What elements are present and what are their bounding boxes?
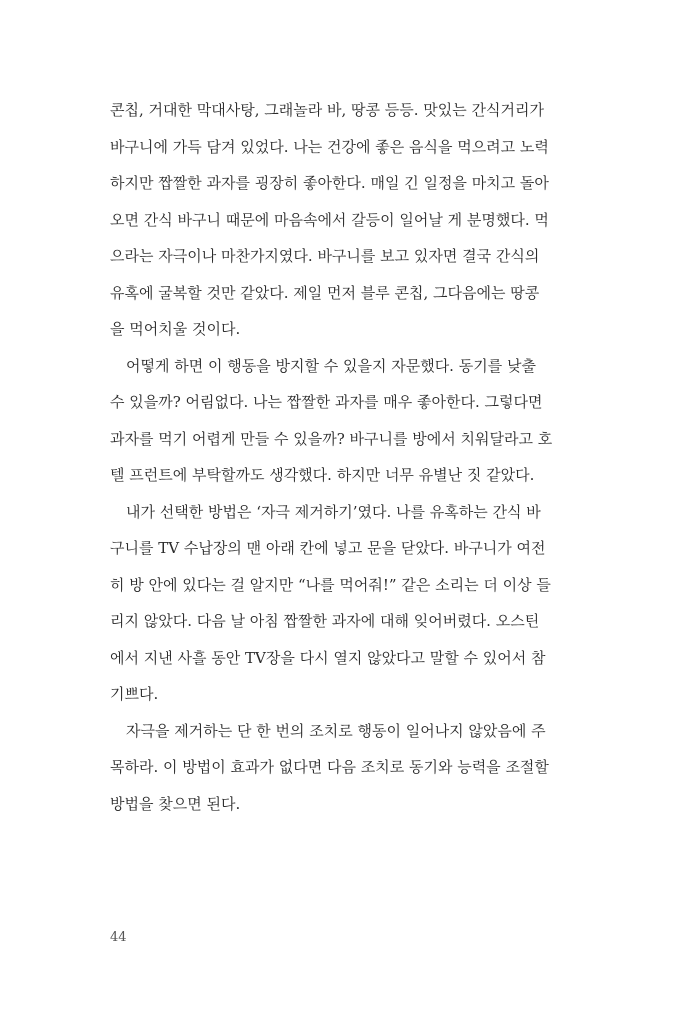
text-line: 구니를 TV 수납장의 맨 아래 칸에 넣고 문을 닫았다. 바구니가 여전 bbox=[110, 539, 546, 557]
paragraph-1 bbox=[110, 92, 584, 348]
text-line: 자극을 제거하는 단 한 번의 조치로 행동이 일어나지 않았음에 주 bbox=[126, 721, 546, 740]
paragraph-4 bbox=[110, 713, 584, 823]
paragraph-2 bbox=[110, 348, 584, 494]
text-line: 리지 않았다. 다음 날 아침 짭짤한 과자에 대해 잊어버렸다. 오스틴 bbox=[110, 612, 540, 630]
page-number: 44 bbox=[110, 930, 127, 945]
text-line: 을 먹어치울 것이다. bbox=[110, 320, 241, 338]
text-line: 수 있을까? 어림없다. 나는 짭짤한 과자를 매우 좋아한다. 그렇다면 bbox=[110, 393, 543, 411]
body-text bbox=[110, 92, 584, 822]
text-line: 방법을 찾으면 된다. bbox=[110, 794, 241, 813]
text-line: 으라는 자극이나 마찬가지였다. 바구니를 보고 있자면 결국 간식의 bbox=[110, 247, 540, 265]
text-line: 내가 선택한 방법은 ‘자극 제거하기’였다. 나를 유혹하는 간식 바 bbox=[126, 502, 541, 521]
text-line: 기쁘다. bbox=[110, 685, 159, 703]
text-line: 오면 간식 바구니 때문에 마음속에서 갈등이 일어날 게 분명했다. 먹 bbox=[110, 210, 549, 229]
text-line: 과자를 먹기 어렵게 만들 수 있을까? 바구니를 방에서 치워달라고 호 bbox=[110, 429, 553, 448]
text-line: 텔 프런트에 부탁할까도 생각했다. 하지만 너무 유별난 짓 같았다. bbox=[110, 466, 535, 484]
text-line: 목하라. 이 방법이 효과가 없다면 다음 조치로 동기와 능력을 조절할 bbox=[110, 758, 549, 776]
text-line: 바구니에 가득 담겨 있었다. 나는 건강에 좋은 음식을 먹으려고 노력 bbox=[110, 137, 549, 156]
text-line: 어떻게 하면 이 행동을 방지할 수 있을지 자문했다. 동기를 낮출 bbox=[126, 356, 536, 375]
text-line: 하지만 짭짤한 과자를 굉장히 좋아한다. 매일 긴 일정을 마치고 돌아 bbox=[110, 174, 549, 192]
text-line: 에서 지낸 사흘 동안 TV장을 다시 열지 않았다고 말할 수 있어서 참 bbox=[110, 648, 546, 667]
paragraph-3 bbox=[110, 494, 584, 713]
text-line: 콘칩, 거대한 막대사탕, 그래놀라 바, 땅콩 등등. 맛있는 간식거리가 bbox=[110, 101, 544, 119]
text-line: 유혹에 굴복할 것만 같았다. 제일 먼저 블루 콘칩, 그다음에는 땅콩 bbox=[110, 283, 540, 302]
text-line: 히 방 안에 있다는 걸 알지만 “나를 먹어줘!” 같은 소리는 더 이상 들 bbox=[110, 575, 551, 594]
